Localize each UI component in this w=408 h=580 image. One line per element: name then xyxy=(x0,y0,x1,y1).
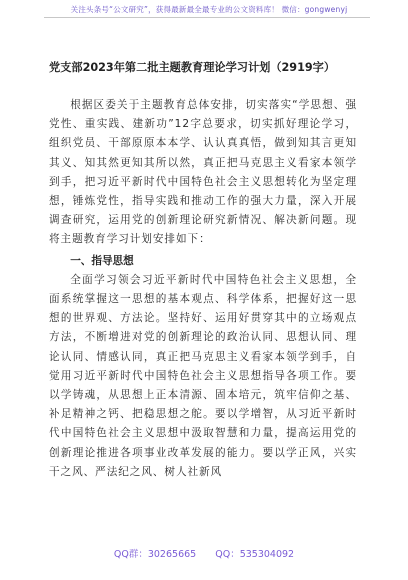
document-body xyxy=(49,96,357,482)
section-paragraph: 全面学习领会习近平新时代中国特色社会主义思想，全面系统掌握这一思想的基本观点、科学体系，把握好这一思想的世界观、方法论。坚持好、运用好贯穿其中的立场观点方法，不断增进对党的创新理论的政治认同、思想认同、理论认同、情感认同，真正把马克思主义看家本领学到手，自觉用习近平新时代中国特色社会主义思想指导各项工作。要以学铸魂，从思想上正本清源、固本培元，筑牢信仰之基、补足精神之钙、把稳思想之舵。要以学增智，从习近平新时代中国特色社会主义思想中汲取智慧和力量，提高运用党的创新理论推进各项事业改革发展的能力。要以学正风，兴实干之风、严法纪之风、树人社新风 xyxy=(49,273,357,478)
document-title: 党支部2023年第二批主题教育理论学习计划（2919字） xyxy=(49,61,336,74)
header-banner: 关注头条号“公文研究”，获得最新最全最专业的公文资料库！ 微信：gongwenyj xyxy=(70,5,348,14)
footer-qq: QQ：535304092 xyxy=(215,549,295,560)
footer-contact xyxy=(0,546,408,560)
section-heading-guiding-ideology: 一、指导思想 xyxy=(70,254,134,267)
header-divider xyxy=(44,17,370,18)
footer-qq-group: QQ群：30265665 xyxy=(113,549,197,560)
intro-paragraph: 根据区委关于主题教育总体安排，切实落实“学思想、强党性、重实践、建新功”12字总要求，切实抓好理论学习，组织党员、干部原原本本学、认认真真悟，做到知其言更知其义、知其然更知其所以然，真正把马克思主义看家本领学到手，把习近平新时代中国特色社会主义思想转化为坚定理想，锤炼党性，指导实践和推动工作的强大力量，深入开展调查研究，运用党的创新理论研究新情况、解决新问题。现将主题教育学习计划安排如下： xyxy=(49,99,357,246)
